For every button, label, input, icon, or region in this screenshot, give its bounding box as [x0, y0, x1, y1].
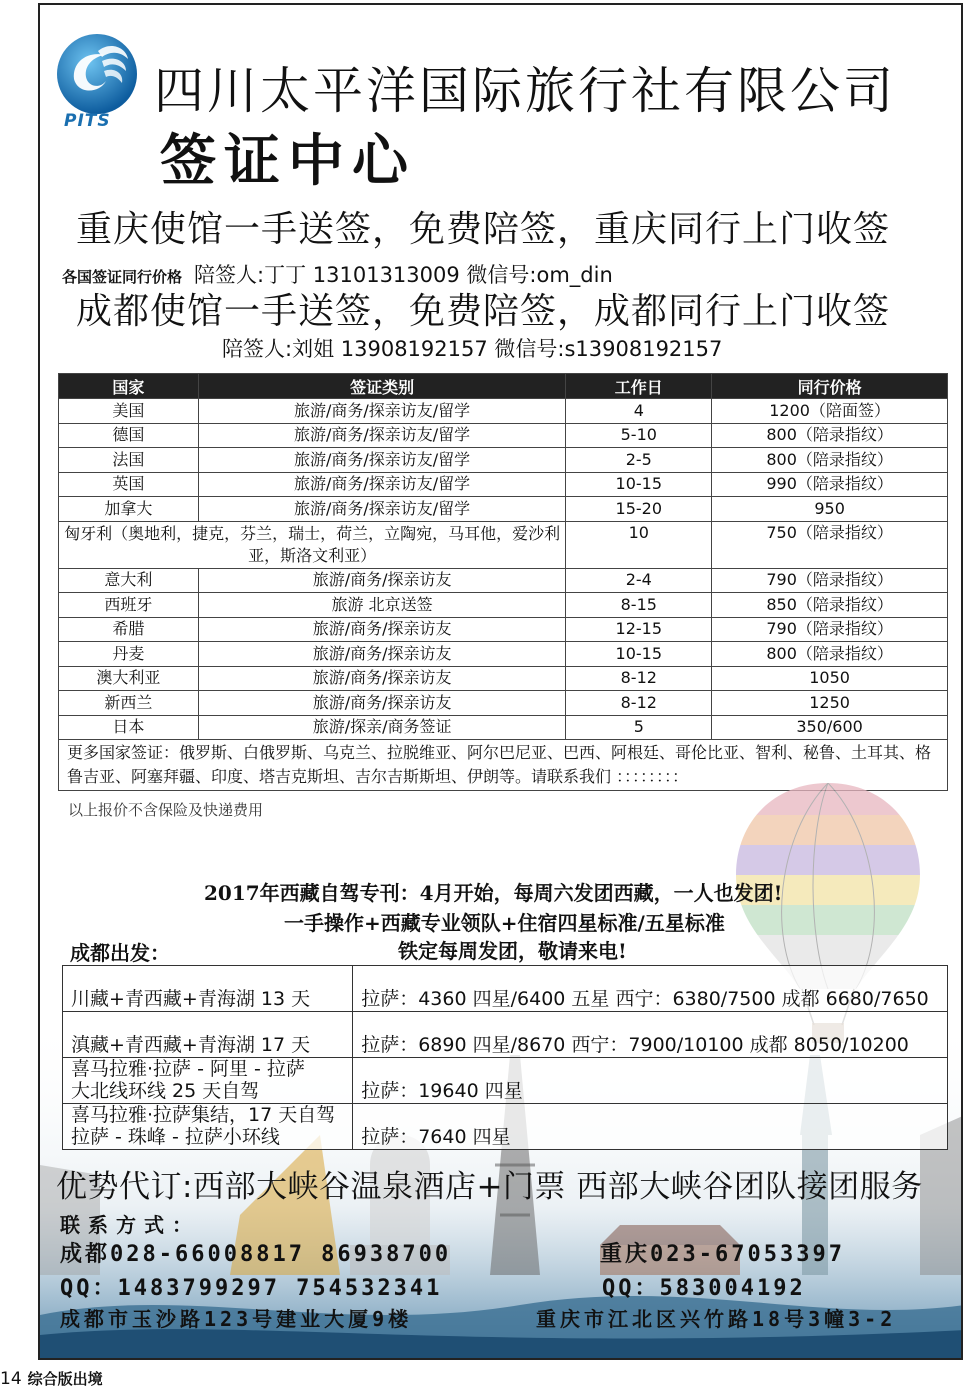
cell-country-group: 匈牙利（奥地利，捷克，芬兰，瑞士，荷兰，立陶宛，马耳他，爱沙利亚，斯洛文利亚）: [59, 521, 566, 568]
cell-country: 美国: [59, 399, 199, 424]
cell-country: 希腊: [59, 617, 199, 642]
cell-country: 澳大利亚: [59, 666, 199, 691]
route-name: 川藏+青西藏+青海湖 13 天: [63, 966, 353, 1012]
cell-price: 1250: [712, 691, 948, 716]
table-row: [59, 593, 948, 618]
route-name: 喜马拉雅·拉萨集结，17 天自驾 拉萨 - 珠峰 - 拉萨小环线: [63, 1104, 353, 1150]
chengdu-qq: QQ：1483799297 754532341: [60, 1276, 443, 1301]
cell-country: 加拿大: [59, 497, 199, 522]
table-row: [59, 448, 948, 473]
route-price: 拉萨：4360 四星/6400 五星 西宁：6380/7500 成都 6680/7650: [353, 966, 948, 1012]
route-price: 拉萨：7640 四星: [353, 1104, 948, 1150]
cell-price: 990（陪录指纹）: [712, 472, 948, 497]
table-row: [63, 1012, 948, 1058]
cell-visa-type: 旅游/商务/探亲访友: [198, 642, 566, 667]
visa-center-title: 签证中心: [160, 129, 416, 194]
table-row: [63, 1058, 948, 1104]
cell-country: 日本: [59, 715, 199, 740]
chongqing-escort-contact: 陪签人:丁丁 13101313009 微信号:om_din: [194, 263, 613, 287]
cell-country: 丹麦: [59, 642, 199, 667]
route-price: 拉萨：6890 四星/8670 西宁：7900/10100 成都 8050/10200: [353, 1012, 948, 1058]
tibet-subline: 一手操作+西藏专业领队+住宿四星标准/五星标准: [284, 911, 725, 935]
cell-price: 800（陪录指纹）: [712, 642, 948, 667]
cell-visa-type: 旅游/商务/探亲访友: [198, 568, 566, 593]
table-row: [59, 568, 948, 593]
table-row: [59, 423, 948, 448]
depart-label: 成都出发：: [70, 941, 170, 965]
chongqing-qq: QQ：583004192: [602, 1276, 806, 1301]
chongqing-phone: 重庆023-67053397: [600, 1242, 845, 1267]
company-name: 四川太平洋国际旅行社有限公司: [154, 62, 896, 120]
cell-work-days: 5-10: [566, 423, 712, 448]
table-row: [63, 966, 948, 1012]
table-row: [59, 691, 948, 716]
table-row: [59, 521, 948, 568]
logo-text: PITS: [64, 111, 111, 131]
table-header-row: [59, 374, 948, 399]
price-note: 以上报价不含保险及快递费用: [68, 801, 264, 819]
cell-work-days: 2-4: [566, 568, 712, 593]
cell-price: 750（陪录指纹）: [712, 521, 948, 568]
header-peer-price: 同行价格: [712, 374, 948, 399]
table-row: [59, 666, 948, 691]
header-country: 国家: [59, 374, 199, 399]
header-work-days: 工作日: [566, 374, 712, 399]
table-row: [59, 497, 948, 522]
table-row: [59, 715, 948, 740]
page-footer: [0, 1368, 103, 1389]
cell-country: 德国: [59, 423, 199, 448]
table-row: [59, 642, 948, 667]
cell-visa-type: 旅游/商务/探亲访友: [198, 666, 566, 691]
advertisement-page: [38, 3, 963, 1360]
route-price: 拉萨：19640 四星: [353, 1058, 948, 1104]
header-visa-type: 签证类别: [198, 374, 566, 399]
peer-price-label: 各国签证同行价格: [62, 268, 183, 286]
cell-visa-type: 旅游/商务/探亲访友: [198, 617, 566, 642]
tibet-weekly-line: 铁定每周发团，敬请来电!: [398, 939, 627, 963]
cell-price: 950: [712, 497, 948, 522]
cell-visa-type: 旅游/商务/探亲访友: [198, 691, 566, 716]
chongqing-address: 重庆市江北区兴竹路18号3幢3-2: [536, 1307, 897, 1331]
cell-visa-type: 旅游/商务/探亲访友/留学: [198, 448, 566, 473]
cell-visa-type: 旅游 北京送签: [198, 593, 566, 618]
cell-visa-type: 旅游/商务/探亲访友/留学: [198, 423, 566, 448]
chongqing-slogan: 重庆使馆一手送签，免费陪签，重庆同行上门收签: [76, 209, 891, 250]
section-name: 综合版出境: [27, 1370, 103, 1388]
cell-work-days: 10: [566, 521, 712, 568]
table-row: [59, 472, 948, 497]
cell-country: 新西兰: [59, 691, 199, 716]
cell-price: 1200（陪面签）: [712, 399, 948, 424]
cell-work-days: 8-12: [566, 666, 712, 691]
table-row: [59, 617, 948, 642]
chengdu-address: 成都市玉沙路123号建业大厦9楼: [60, 1307, 413, 1331]
cell-price: 800（陪录指纹）: [712, 423, 948, 448]
route-name: 滇藏+青西藏+青海湖 17 天: [63, 1012, 353, 1058]
cell-price: 800（陪录指纹）: [712, 448, 948, 473]
table-row: [59, 399, 948, 424]
cell-visa-type: 旅游/商务/探亲访友/留学: [198, 497, 566, 522]
pits-logo-icon: [54, 31, 140, 117]
cell-visa-type: 旅游/商务/探亲访友/留学: [198, 399, 566, 424]
cell-price: 1050: [712, 666, 948, 691]
cell-price: 350/600: [712, 715, 948, 740]
cell-price: 850（陪录指纹）: [712, 593, 948, 618]
chengdu-slogan: 成都使馆一手送签，免费陪签，成都同行上门收签: [76, 291, 891, 332]
cell-country: 英国: [59, 472, 199, 497]
chengdu-phone: 成都028-66008817 86938700: [60, 1242, 452, 1267]
cell-work-days: 10-15: [566, 642, 712, 667]
cell-work-days: 8-12: [566, 691, 712, 716]
visa-price-table: [58, 373, 948, 791]
cell-price: 790（陪录指纹）: [712, 568, 948, 593]
cell-work-days: 12-15: [566, 617, 712, 642]
cell-country: 法国: [59, 448, 199, 473]
cell-country: 西班牙: [59, 593, 199, 618]
cell-work-days: 15-20: [566, 497, 712, 522]
cell-visa-type: 旅游/商务/探亲访友/留学: [198, 472, 566, 497]
cell-visa-type: 旅游/探亲/商务签证: [198, 715, 566, 740]
advantage-banner: 优势代订:西部大峡谷温泉酒店+门票 西部大峡谷团队接团服务: [56, 1169, 923, 1205]
tibet-route-table: [62, 965, 948, 1150]
cell-work-days: 2-5: [566, 448, 712, 473]
tibet-headline: 2017年西藏自驾专刊：4月开始，每周六发团西藏，一人也发团!: [204, 881, 783, 905]
more-countries-note: 更多国家签证：俄罗斯、白俄罗斯、乌克兰、拉脱维亚、阿尔巴尼亚、巴西、阿根廷、哥伦比亚、智利、秘鲁、土耳其、格鲁吉亚、阿塞拜疆、印度、塔吉克斯坦、吉尔吉斯斯坦、伊朗等。请联系我们 ：：：：：：：：: [59, 740, 948, 791]
table-row: [63, 1104, 948, 1150]
cell-work-days: 10-15: [566, 472, 712, 497]
contact-label: 联系方式：: [60, 1213, 200, 1237]
cell-price: 790（陪录指纹）: [712, 617, 948, 642]
cell-work-days: 8-15: [566, 593, 712, 618]
cell-country: 意大利: [59, 568, 199, 593]
cell-work-days: 4: [566, 399, 712, 424]
page-number: 14: [0, 1369, 22, 1389]
cell-work-days: 5: [566, 715, 712, 740]
chengdu-escort-contact: 陪签人:刘姐 13908192157 微信号:s13908192157: [222, 337, 723, 361]
route-name: 喜马拉雅·拉萨 - 阿里 - 拉萨 大北线环线 25 天自驾: [63, 1058, 353, 1104]
